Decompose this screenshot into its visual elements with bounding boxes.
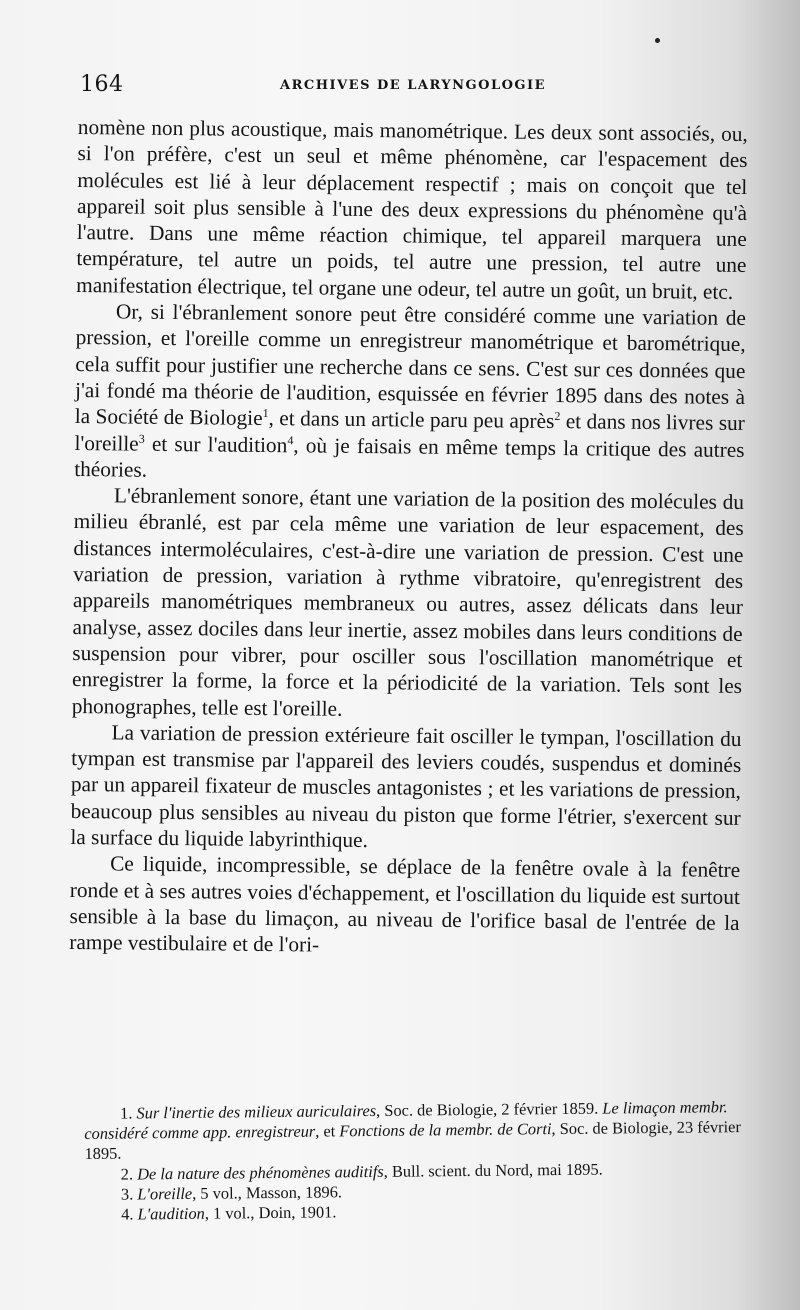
paragraph-2 [74,298,746,489]
footnote-1 [84,1097,755,1165]
footnote-1-number: 1. [119,1103,133,1123]
footnote-ref-1[interactable]: 1 [262,406,269,421]
footnotes [84,1097,755,1225]
paragraph-2-text-2: , et dans un article paru peu après [268,406,555,434]
body-text [69,114,748,962]
footnote-ref-2[interactable]: 2 [554,409,561,424]
footnote-1-title-2: Le limaçon membr. considéré comme app. enregistreur [84,1097,728,1144]
footnote-2-number: 2. [120,1164,134,1184]
footnote-4-number: 4. [121,1204,134,1224]
paragraph-2-text-3: et dans nos livres sur l'oreille [74,409,745,456]
footnote-4-title: L'audition [137,1203,205,1224]
footnote-3-title: L'oreille [137,1183,193,1204]
footnote-1-conjunction: , et [315,1121,340,1141]
paragraph-5: Ce liquide, incompressible, se déplace de la fenêtre ovale à la fenêtre ronde et à ses autres voies d'échappement, et l'oscillation du liquide est surtout sensible à la base du limaçon, au niveau de l'orifice basal de l'entrée de la rampe vestibulaire et de l'ori- [69,851,741,957]
paragraph-2-text-5: , où je faisais en même temps la critique des autres théories. [74,432,745,482]
paragraph-4: La variation de pression extérieure fait osciller le tympan, l'oscillation du tympan est transmise par l'appareil des leviers coudés, suspendus et dominés par un appareil fixateur de muscles antagonistes ; et les variations de pression, beaucoup plus sensibles au niveau du piston que forme l'étrier, s'exercent sur la surface du liquide labyrinthique. [70,720,742,853]
footnote-3-number: 3. [120,1184,134,1204]
footnote-3-source: , 5 vol., Masson, 1896. [192,1182,343,1203]
footnote-4-source: , 1 vol., Doin, 1901. [204,1202,337,1223]
paragraph-1: nomène non plus acoustique, mais manométrique. Les deux sont associés, ou, si l'on préfère, c'est un seul et même phénomène, car l'espacement des molécules est lié à leur déplacement respectif ; mais on conçoit que tel appareil soit plus sensible à l'une des deux expressions du phénomène qu'à l'autre. Dans une même réaction chimique, tel appareil marquera une température, tel autre un poids, tel autre une pression, tel autre une manifestation électrique, tel organe une odeur, tel autre un goût, un bruit, etc. [76,114,748,304]
footnote-2-source: , Bull. scient. du Nord, mai 1895. [383,1159,603,1181]
footnote-1-title-1: Sur l'inertie des milieux auriculaires [136,1100,377,1123]
ink-speck [655,38,660,43]
footnote-1-source-2: , Soc. de Biologie, 23 février 1895. [84,1117,741,1164]
paragraph-3: L'ébranlement sonore, étant une variation de la position des molécules du milieu ébranlé, est par cela même une variation de leur espacement, des distances intermoléculaires, c'est-à-dire une variation de pression. C'est une variation de pression, variation à rythme vibratoire, qu'enregistrent des appareils manométriques membraneux ou autres, assez délicats dans leur analyse, assez dociles dans leur inertie, assez mobiles dans leurs conditions de suspension pour vibrer, pour osciller sous l'oscillation manométrique et enregistrer la forme, la force et la périodicité de la variation. Tels sont les phonographes, telle est l'oreille. [71,483,745,721]
footnote-ref-3[interactable]: 3 [138,431,145,446]
running-title: ARCHIVES DE LARYNGOLOGIE [280,78,546,93]
page-number: 164 [80,72,124,97]
footnote-ref-4[interactable]: 4 [287,432,294,447]
page-header [80,72,750,102]
footnote-1-source-1: , Soc. de Biologie, 2 février 1859. [376,1098,599,1120]
footnote-1-title-3: Fonctions de la membr. de Corti [339,1119,552,1141]
paragraph-2-text-4: et sur l'audition [144,431,288,457]
footnote-2-title: De la nature des phénomènes auditifs [137,1161,384,1184]
paragraph-2-text-1: Or, si l'ébranlement sonore peut être considéré comme une variation de pression, et l'oreille comme un enregistreur manométrique et barométrique, cela suffit pour justifier une recherche dans ce sens. C'est sur ces données que j'ai fondé ma théorie de l'audition, esquissée en février 1895 dans des notes à la Société de Biologie [74,299,747,431]
